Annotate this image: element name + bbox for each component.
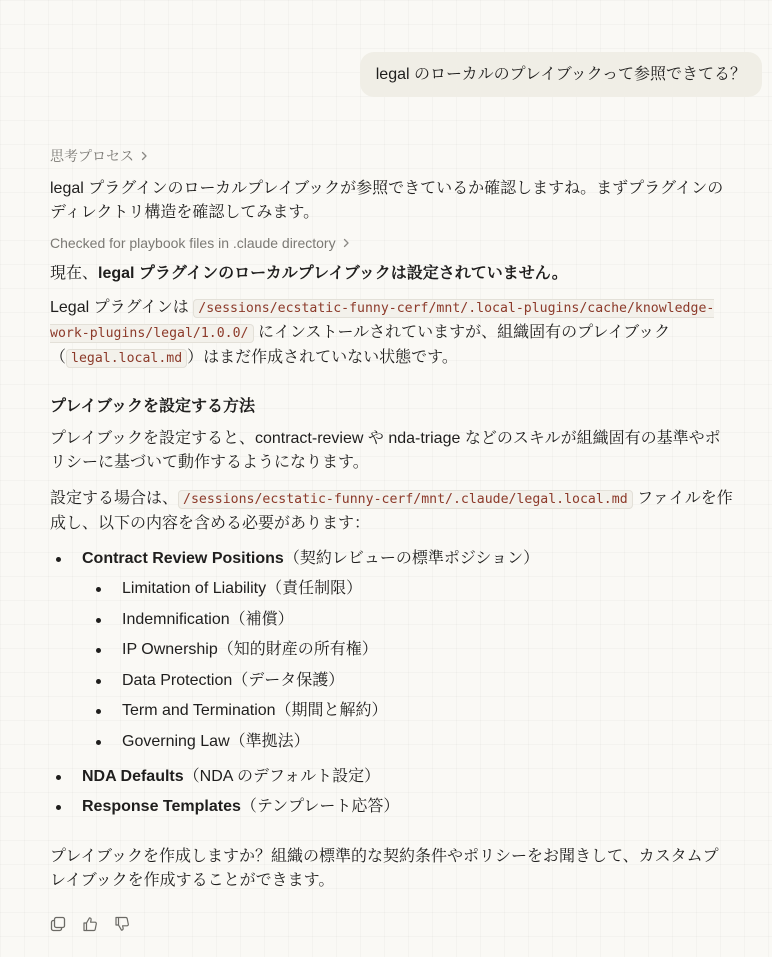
section-heading: プレイブックを設定する方法 — [50, 398, 255, 415]
sub-list-item: Term and Termination（期間と解約） — [82, 699, 734, 723]
status-paragraph — [50, 262, 734, 286]
install-prefix: Legal プラグインは — [50, 299, 194, 316]
chevron-right-icon — [340, 237, 352, 249]
copy-icon — [50, 916, 66, 932]
requirements-list — [50, 547, 734, 819]
sub-list-item: Limitation of Liability（責任制限） — [82, 577, 734, 601]
thumbs-down-button[interactable] — [114, 915, 130, 933]
list-item-note: （NDA のデフォルト設定） — [183, 767, 381, 785]
list-item-note: （テンプレート応答） — [240, 797, 400, 815]
description-paragraph: プレイブックを設定すると、contract-review や nda-triage などのスキルが組織固有の基準やポリシーに基づいて動作するようになります。 — [50, 430, 721, 471]
create-suffix: ファイルを作成し、以下の内容を含める必要があります： — [50, 490, 733, 532]
install-path-code: /sessions/ecstatic-funny-cerf/mnt/.local-plugins/cache/knowledge-work-plugins/legal/1.0.0/ — [50, 301, 715, 341]
list-item-bold: NDA Defaults — [82, 767, 184, 785]
sub-list-item: Data Protection（データ保護） — [82, 669, 734, 693]
status-prefix: 現在、 — [50, 265, 99, 282]
copy-button[interactable] — [50, 915, 66, 933]
list-item-bold: Response Templates — [82, 797, 241, 815]
list-item — [50, 547, 734, 754]
list-item-bold: Contract Review Positions — [82, 550, 284, 567]
list-item-note: （契約レビューの標準ポジション） — [283, 550, 540, 567]
tool-call-label: Checked for playbook files in .claude directory — [50, 235, 336, 251]
thumbs-down-icon — [114, 916, 130, 932]
sub-list-item: Indemnification（補償） — [82, 608, 734, 632]
create-path-code: /sessions/ecstatic-funny-cerf/mnt/.claude/legal.local.md — [178, 490, 633, 509]
assistant-message — [50, 146, 734, 893]
thinking-toggle[interactable] — [50, 146, 734, 166]
sub-list — [82, 577, 734, 754]
final-paragraph: プレイブックを作成しますか？組織の標準的な契約条件やポリシーをお聞きして、カスタムプレイブックを作成することができます。 — [50, 847, 719, 889]
create-prefix: 設定する場合は、 — [50, 490, 179, 507]
install-mid: にインストールされていますが、組織固有のプレイブック（ — [50, 324, 671, 366]
create-paragraph — [50, 487, 734, 536]
install-paragraph — [50, 296, 734, 371]
intro-paragraph: legal プラグインのローカルプレイブックが参照できているか確認しますね。まずプラグインのディレクトリ構造を確認してみます。 — [50, 180, 724, 221]
sub-list-item: IP Ownership（知的財産の所有権） — [82, 638, 734, 662]
sub-list-item: Governing Law（準拠法） — [82, 730, 734, 754]
thumbs-up-button[interactable] — [82, 915, 98, 933]
install-suffix: ）はまだ作成されていない状態です。 — [187, 349, 458, 366]
message-actions — [50, 915, 130, 933]
user-message-bubble — [360, 52, 762, 97]
status-bold: legal プラグインのローカルプレイブックは設定されていません。 — [98, 265, 568, 282]
tool-call-toggle[interactable] — [50, 233, 734, 253]
user-message-text: legal のローカルのプレイブックって参照できてる？ — [375, 66, 746, 83]
list-item — [50, 765, 734, 789]
thumbs-up-icon — [82, 916, 98, 932]
install-file-code: legal.local.md — [66, 349, 187, 368]
chevron-right-icon — [138, 150, 150, 162]
list-item — [50, 795, 734, 819]
thinking-label: 思考プロセス — [50, 148, 134, 164]
